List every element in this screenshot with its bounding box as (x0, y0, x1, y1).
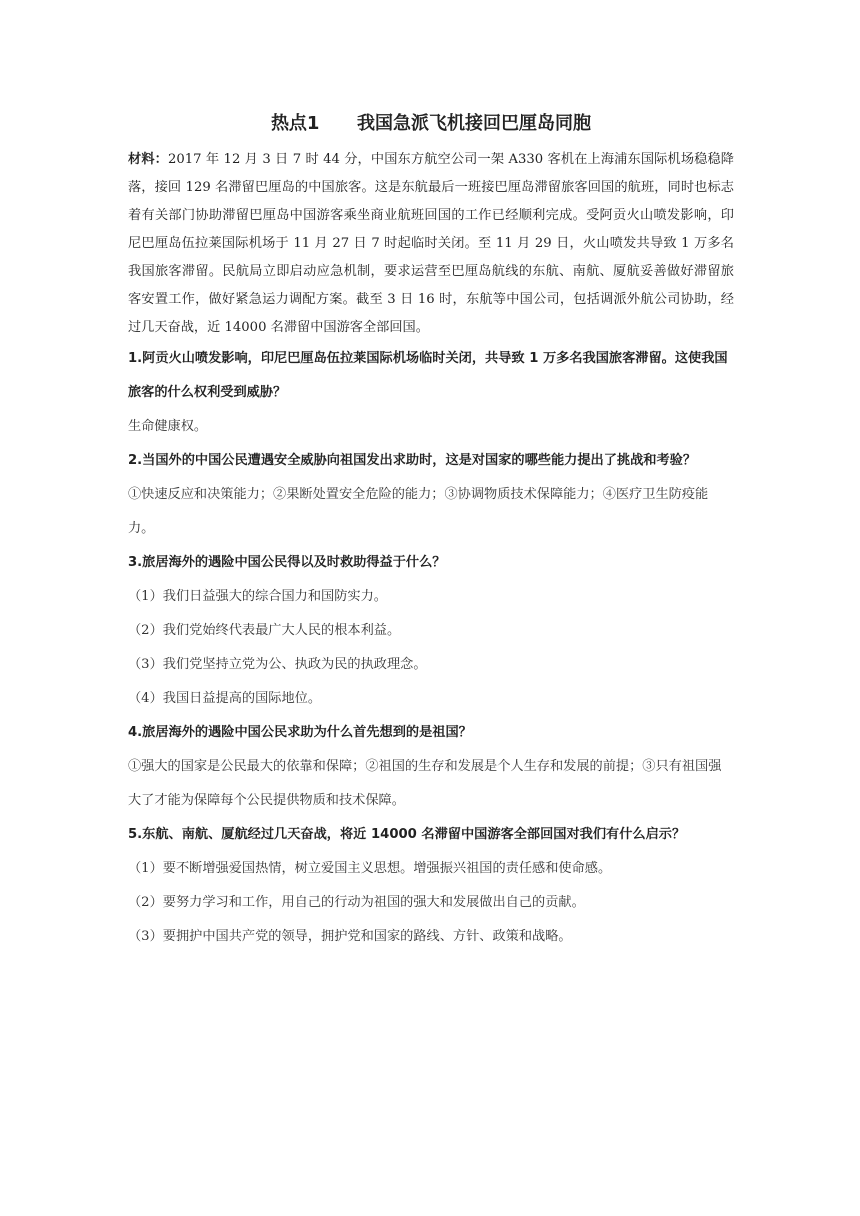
question-2: 2.当国外的中国公民遭遇安全威胁向祖国发出求助时，这是对国家的哪些能力提出了挑战和考验？ (128, 453, 697, 468)
answer-2: ①快速反应和决策能力；②果断处置安全危险的能力；③协调物质技术保障能力；④医疗卫生防疫能力。 (128, 487, 709, 536)
answer-3-item-2: （2）我们党始终代表最广大人民的根本利益。 (128, 623, 401, 638)
document-page (128, 110, 734, 954)
material-paragraph (128, 146, 734, 342)
question-1: 1.阿贡火山喷发影响，印尼巴厘岛伍拉莱国际机场临时关闭，共导致 1 万多名我国旅客滞留。这使我国旅客的什么权利受到威胁？ (128, 351, 728, 400)
answer-1: 生命健康权。 (128, 419, 208, 434)
material-text: 2017 年 12 月 3 日 7 时 44 分，中国东方航空公司一架 A330 客机在上海浦东国际机场稳稳降落，接回 129 名滞留巴厘岛的中国旅客。这是东航最后一班接巴厘岛滞留旅客回国的航班，同时也标志着有关部门协助滞留巴厘岛中国游客乘坐商业航班回国的工作已经顺利完成。受阿贡火山喷发影响，印尼巴厘岛伍拉莱国际机场于 11 月 27 日 7 时起临时关闭。至 11 月 29 日，火山喷发共导致 1 万多名我国旅客滞留。民航局立即启动应急机制，要求运营至巴厘岛航线的东航、南航、厦航妥善做好滞留旅客安置工作，做好紧急运力调配方案。截至 3 日 16 时，东航等中国公司，包括调派外航公司协助，经过几天奋战，近 14000 名滞留中国游客全部回国。 (128, 152, 734, 335)
question-3: 3.旅居海外的遇险中国公民得以及时救助得益于什么？ (128, 555, 446, 570)
answer-5-item-1: （1）要不断增强爱国热情，树立爱国主义思想。增强振兴祖国的责任感和使命感。 (128, 861, 612, 876)
answer-5-item-2: （2）要努力学习和工作，用自己的行动为祖国的强大和发展做出自己的贡献。 (128, 895, 585, 910)
answer-3-item-3: （3）我们党坚持立党为公、执政为民的执政理念。 (128, 657, 427, 672)
page-title: 热点1 我国急派飞机接回巴厘岛同胞 (270, 113, 592, 134)
answer-4: ①强大的国家是公民最大的依靠和保障；②祖国的生存和发展是个人生存和发展的前提；③只有祖国强大了才能为保障每个公民提供物质和技术保障。 (128, 759, 722, 808)
material-label: 材料： (128, 152, 168, 167)
question-5: 5.东航、南航、厦航经过几天奋战，将近 14000 名滞留中国游客全部回国对我们有什么启示？ (128, 827, 686, 842)
answer-5-item-3: （3）要拥护中国共产党的领导，拥护党和国家的路线、方针、政策和战略。 (128, 929, 572, 944)
answer-3-item-1: （1）我们日益强大的综合国力和国防实力。 (128, 589, 387, 604)
answer-3-item-4: （4）我国日益提高的国际地位。 (128, 691, 322, 706)
question-4: 4.旅居海外的遇险中国公民求助为什么首先想到的是祖国？ (128, 725, 472, 740)
